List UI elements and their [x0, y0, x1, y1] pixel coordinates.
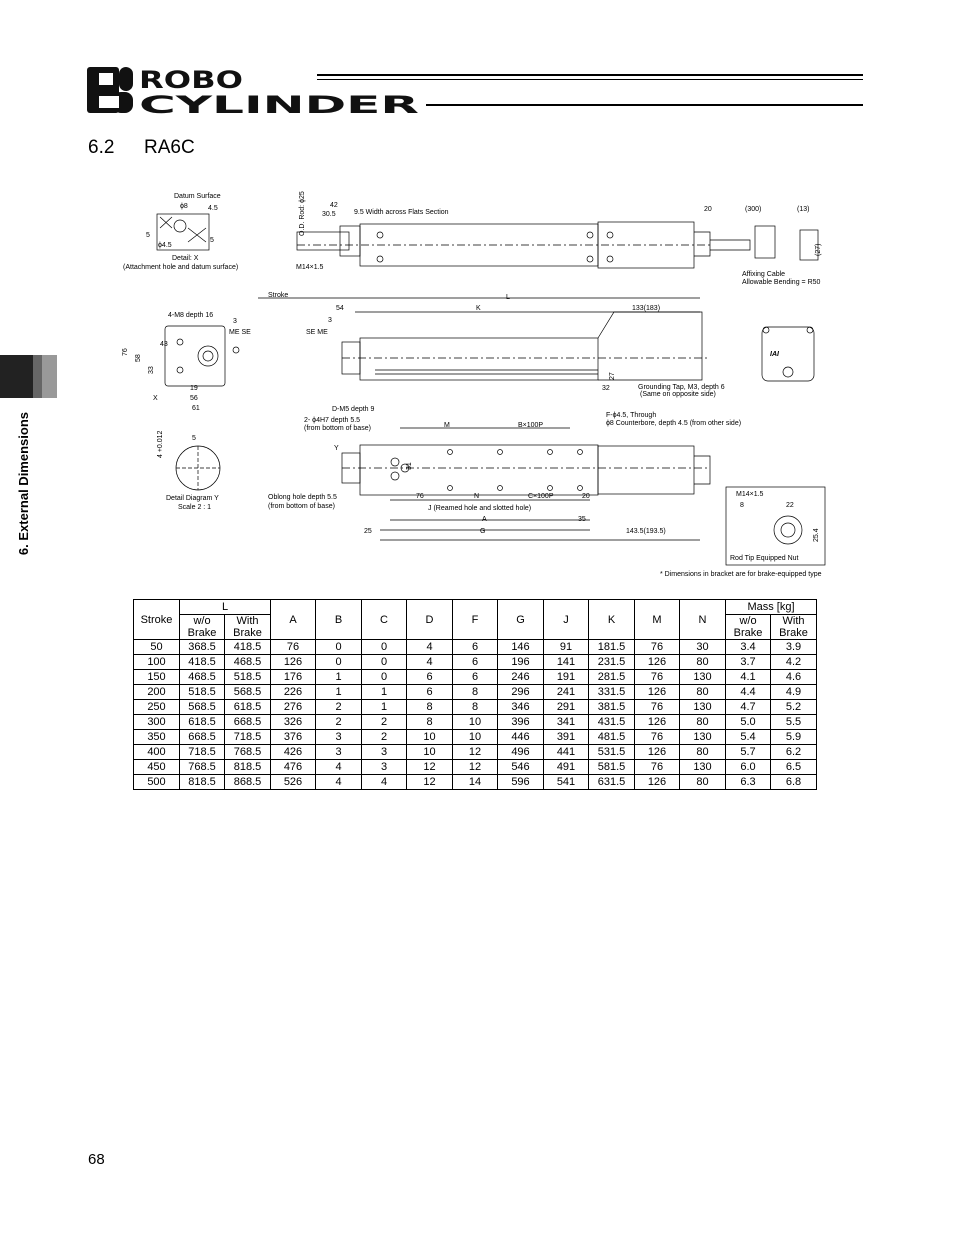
table-cell: 6 — [453, 670, 498, 685]
table-cell: 126 — [635, 685, 680, 700]
table-cell: 176 — [271, 670, 316, 685]
table-cell: 12 — [407, 775, 453, 790]
svg-text:Affixing Cable: Affixing Cable — [742, 271, 786, 278]
table-cell: 130 — [680, 730, 726, 745]
svg-text:B×100P: B×100P — [518, 422, 544, 429]
table-cell: 468.5 — [180, 670, 225, 685]
svg-text:F-ϕ4.5, Through: F-ϕ4.5, Through — [606, 412, 657, 419]
svg-text:76: 76 — [416, 493, 424, 500]
table-cell: 326 — [271, 715, 316, 730]
table-row — [134, 730, 817, 745]
svg-text:76: 76 — [122, 348, 129, 356]
table-cell: 2 — [316, 700, 362, 715]
svg-text:SE ME: SE ME — [306, 329, 328, 336]
table-cell: 568.5 — [225, 685, 271, 700]
table-cell: 3 — [362, 760, 407, 775]
table-cell: 500 — [134, 775, 180, 790]
table-cell: 4 — [407, 640, 453, 655]
svg-text:2- ϕ4H7 depth 5.5: 2- ϕ4H7 depth 5.5 — [304, 417, 361, 424]
col-B: B — [316, 600, 362, 640]
svg-text:C×100P: C×100P — [528, 493, 554, 500]
dimension-table — [133, 599, 817, 790]
table-cell: 418.5 — [180, 655, 225, 670]
svg-text:O.D. Rod: ϕ25: O.D. Rod: ϕ25 — [299, 191, 306, 236]
table-cell: 281.5 — [589, 670, 635, 685]
table-cell: 518.5 — [180, 685, 225, 700]
col-A: A — [271, 600, 316, 640]
table-cell: 476 — [271, 760, 316, 775]
svg-text:5: 5 — [192, 435, 196, 442]
table-cell: 5.7 — [726, 745, 771, 760]
header-rule-top — [317, 74, 863, 76]
col-M: M — [635, 600, 680, 640]
svg-text:25: 25 — [364, 528, 372, 535]
svg-text:J (Reamed hole and slotted hol: J (Reamed hole and slotted hole) — [428, 505, 532, 512]
table-cell: 1 — [316, 685, 362, 700]
table-cell: 400 — [134, 745, 180, 760]
table-cell: 6.8 — [771, 775, 817, 790]
svg-text:20: 20 — [704, 206, 712, 213]
table-cell: 12 — [453, 745, 498, 760]
section-name: RA6C — [144, 137, 195, 158]
svg-text:X: X — [153, 395, 158, 402]
table-cell: 76 — [635, 730, 680, 745]
table-cell: 668.5 — [225, 715, 271, 730]
svg-text:3: 3 — [233, 318, 237, 325]
table-cell: 76 — [635, 670, 680, 685]
table-cell: 80 — [680, 745, 726, 760]
svg-text:19: 19 — [190, 385, 198, 392]
svg-text:ϕ8 Counterbore, depth 4.5 (fro: ϕ8 Counterbore, depth 4.5 (from other side) — [606, 420, 742, 427]
table-cell: 130 — [680, 700, 726, 715]
svg-text:K: K — [476, 305, 481, 312]
svg-text:9.5 Width across Flats Sectio: 9.5 Width across Flats Section — [354, 209, 449, 216]
svg-text:33: 33 — [148, 366, 155, 374]
table-cell: 426 — [271, 745, 316, 760]
table-cell: 0 — [316, 655, 362, 670]
table-cell: 818.5 — [225, 760, 271, 775]
table-cell: 491 — [544, 760, 589, 775]
chapter-tab — [0, 355, 57, 398]
table-cell: 2 — [362, 715, 407, 730]
table-cell: 376 — [271, 730, 316, 745]
table-cell: 80 — [680, 685, 726, 700]
svg-text:4-M8 depth 16: 4-M8 depth 16 — [168, 312, 214, 319]
table-cell: 381.5 — [589, 700, 635, 715]
svg-text:* Dimensions in bracket are fo: * Dimensions in bracket are for brake-equipped type — [660, 571, 822, 578]
table-cell: 76 — [635, 700, 680, 715]
table-cell: 391 — [544, 730, 589, 745]
table-cell: 126 — [635, 745, 680, 760]
table-cell: 818.5 — [180, 775, 225, 790]
table-cell: 4 — [362, 775, 407, 790]
svg-text:(27): (27) — [815, 243, 822, 256]
table-cell: 146 — [498, 640, 544, 655]
svg-text:61: 61 — [192, 405, 200, 412]
table-row — [134, 775, 817, 790]
table-cell: 568.5 — [180, 700, 225, 715]
svg-text:N: N — [474, 493, 480, 500]
table-cell: 618.5 — [225, 700, 271, 715]
page-number: 68 — [88, 1151, 105, 1168]
table-cell: 431.5 — [589, 715, 635, 730]
table-cell: 6.0 — [726, 760, 771, 775]
svg-text:(300): (300) — [745, 206, 762, 213]
col-F: F — [453, 600, 498, 640]
table-cell: 76 — [271, 640, 316, 655]
table-cell: 1 — [316, 670, 362, 685]
svg-text:A: A — [482, 516, 487, 523]
table-cell: 100 — [134, 655, 180, 670]
svg-text:4.5: 4.5 — [208, 205, 218, 212]
table-cell: 10 — [407, 745, 453, 760]
header-rule-bottom — [426, 104, 863, 106]
table-cell: 181.5 — [589, 640, 635, 655]
table-row — [134, 670, 817, 685]
table-cell: 126 — [635, 775, 680, 790]
table-cell: 518.5 — [225, 670, 271, 685]
table-cell: 12 — [407, 760, 453, 775]
table-cell: 718.5 — [180, 745, 225, 760]
svg-text:133(183): 133(183) — [632, 305, 661, 312]
table-cell: 6 — [453, 640, 498, 655]
col-J: J — [544, 600, 589, 640]
table-cell: 126 — [635, 715, 680, 730]
col-D: D — [407, 600, 453, 640]
svg-text:IAI: IAI — [770, 351, 779, 358]
svg-text:Datum Surface: Datum Surface — [174, 193, 221, 200]
table-cell: 396 — [498, 715, 544, 730]
svg-text:(13): (13) — [797, 206, 810, 213]
table-cell: 0 — [316, 640, 362, 655]
svg-text:D-M5 depth 9: D-M5 depth 9 — [332, 406, 375, 413]
table-cell: 226 — [271, 685, 316, 700]
table-cell: 331.5 — [589, 685, 635, 700]
table-cell: 768.5 — [180, 760, 225, 775]
svg-text:5: 5 — [146, 232, 150, 239]
table-cell: 446 — [498, 730, 544, 745]
table-row — [134, 700, 817, 715]
table-cell: 4.6 — [771, 670, 817, 685]
table-cell: 8 — [453, 700, 498, 715]
svg-text:G: G — [480, 528, 486, 535]
table-cell: 14 — [453, 775, 498, 790]
table-cell: 6.2 — [771, 745, 817, 760]
table-cell: 481.5 — [589, 730, 635, 745]
table-row — [134, 715, 817, 730]
table-cell: 150 — [134, 670, 180, 685]
svg-text:Grounding Tap, M3, depth 6: Grounding Tap, M3, depth 6 — [638, 384, 725, 391]
table-cell: 10 — [407, 730, 453, 745]
table-cell: 231.5 — [589, 655, 635, 670]
col-G: G — [498, 600, 544, 640]
col-mass-wo-brake: w/o Brake — [726, 615, 771, 640]
table-cell: 276 — [271, 700, 316, 715]
table-cell: 6 — [407, 670, 453, 685]
table-cell: 76 — [635, 640, 680, 655]
table-cell: 130 — [680, 670, 726, 685]
table-cell: 8 — [407, 715, 453, 730]
svg-text:(Attachment hole and datum sur: (Attachment hole and datum surface) — [123, 264, 239, 271]
svg-text:Detail Diagram Y: Detail Diagram Y — [166, 495, 219, 502]
table-cell: 80 — [680, 775, 726, 790]
svg-text:35: 35 — [578, 516, 586, 523]
table-cell: 76 — [635, 760, 680, 775]
table-cell: 50 — [134, 640, 180, 655]
table-cell: 91 — [544, 640, 589, 655]
table-cell: 450 — [134, 760, 180, 775]
section-number: 6.2 — [88, 137, 115, 158]
table-cell: 10 — [453, 730, 498, 745]
col-mass: Mass [kg] — [726, 600, 817, 615]
svg-text:CYLINDER: CYLINDER — [139, 91, 420, 116]
table-cell: 526 — [271, 775, 316, 790]
table-cell: 10 — [453, 715, 498, 730]
table-cell: 3.4 — [726, 640, 771, 655]
table-cell: 80 — [680, 715, 726, 730]
table-cell: 126 — [635, 655, 680, 670]
table-cell: 350 — [134, 730, 180, 745]
table-cell: 191 — [544, 670, 589, 685]
svg-text:25.4: 25.4 — [813, 528, 820, 542]
svg-text:(Same on opposite side): (Same on opposite side) — [640, 391, 716, 398]
table-cell: 2 — [316, 715, 362, 730]
svg-text:4 +0.012: 4 +0.012 — [157, 430, 164, 458]
col-N: N — [680, 600, 726, 640]
table-cell: 5.0 — [726, 715, 771, 730]
table-cell: 4 — [316, 775, 362, 790]
table-cell: 246 — [498, 670, 544, 685]
table-cell: 4.2 — [771, 655, 817, 670]
table-cell: 141 — [544, 655, 589, 670]
table-cell: 0 — [362, 655, 407, 670]
svg-text:3: 3 — [328, 317, 332, 324]
table-cell: 3 — [316, 730, 362, 745]
svg-text:(from bottom of base): (from bottom of base) — [304, 425, 371, 432]
table-cell: 531.5 — [589, 745, 635, 760]
table-cell: 346 — [498, 700, 544, 715]
table-cell: 541 — [544, 775, 589, 790]
table-cell: 200 — [134, 685, 180, 700]
table-cell: 296 — [498, 685, 544, 700]
svg-text:ϕ8: ϕ8 — [180, 203, 188, 210]
table-body — [134, 640, 817, 790]
table-row — [134, 655, 817, 670]
section-title — [88, 137, 195, 159]
table-row — [134, 685, 817, 700]
svg-text:ME SE: ME SE — [229, 329, 251, 336]
table-cell: 4 — [407, 655, 453, 670]
svg-text:ϕ4.5: ϕ4.5 — [158, 242, 172, 249]
table-cell: 300 — [134, 715, 180, 730]
svg-text:Scale 2 : 1: Scale 2 : 1 — [178, 504, 212, 511]
svg-text:M14×1.5: M14×1.5 — [736, 491, 764, 498]
table-cell: 8 — [453, 685, 498, 700]
table-cell: 1 — [362, 685, 407, 700]
svg-text:20: 20 — [582, 493, 590, 500]
table-cell: 4.9 — [771, 685, 817, 700]
table-row — [134, 745, 817, 760]
dimension-drawing — [110, 180, 845, 585]
table-cell: 468.5 — [225, 655, 271, 670]
svg-text:54: 54 — [336, 305, 344, 312]
col-mass-with-brake: With Brake — [771, 615, 817, 640]
svg-text:Stroke: Stroke — [268, 292, 289, 299]
table-cell: 4.4 — [726, 685, 771, 700]
table-cell: 126 — [271, 655, 316, 670]
header-rule-top2 — [317, 79, 863, 80]
chapter-label: 6. External Dimensions — [16, 412, 31, 556]
col-L-wo-brake: w/o Brake — [180, 615, 225, 640]
table-cell: 668.5 — [180, 730, 225, 745]
table-cell: 6.5 — [771, 760, 817, 775]
table-cell: 3.7 — [726, 655, 771, 670]
col-L: L — [180, 600, 271, 615]
table-cell: 768.5 — [225, 745, 271, 760]
svg-text:30.5: 30.5 — [322, 211, 336, 218]
table-cell: 546 — [498, 760, 544, 775]
svg-text:32: 32 — [602, 385, 610, 392]
svg-text:31: 31 — [406, 462, 413, 470]
table-cell: 196 — [498, 655, 544, 670]
table-cell: 250 — [134, 700, 180, 715]
svg-text:Allowable Bending = R50: Allowable Bending = R50 — [742, 279, 821, 286]
svg-text:Detail: X: Detail: X — [172, 255, 199, 262]
table-cell: 6.3 — [726, 775, 771, 790]
table-cell: 6 — [407, 685, 453, 700]
table-cell: 596 — [498, 775, 544, 790]
svg-text:Y: Y — [334, 445, 339, 452]
table-cell: 3.9 — [771, 640, 817, 655]
table-cell: 0 — [362, 640, 407, 655]
table-cell: 496 — [498, 745, 544, 760]
table-cell: 3 — [316, 745, 362, 760]
svg-text:Rod Tip Equipped Nut: Rod Tip Equipped Nut — [730, 555, 799, 562]
col-stroke: Stroke — [134, 600, 180, 640]
svg-text:L: L — [506, 294, 510, 301]
table-cell: 5.5 — [771, 715, 817, 730]
table-cell: 4.1 — [726, 670, 771, 685]
table-cell: 718.5 — [225, 730, 271, 745]
col-K: K — [589, 600, 635, 640]
table-cell: 631.5 — [589, 775, 635, 790]
table-cell: 80 — [680, 655, 726, 670]
table-cell: 581.5 — [589, 760, 635, 775]
table-row — [134, 640, 817, 655]
svg-text:43: 43 — [160, 341, 168, 348]
table-cell: 30 — [680, 640, 726, 655]
table-cell: 241 — [544, 685, 589, 700]
table-cell: 5.9 — [771, 730, 817, 745]
table-cell: 4.7 — [726, 700, 771, 715]
table-cell: 1 — [362, 700, 407, 715]
svg-text:M14×1.5: M14×1.5 — [296, 264, 324, 271]
table-cell: 3 — [362, 745, 407, 760]
table-cell: 618.5 — [180, 715, 225, 730]
svg-text:Oblong hole depth 5.5: Oblong hole depth 5.5 — [268, 494, 337, 501]
table-cell: 8 — [407, 700, 453, 715]
svg-text:22: 22 — [786, 502, 794, 509]
svg-text:M: M — [444, 422, 450, 429]
svg-text:(from bottom of base): (from bottom of base) — [268, 503, 335, 510]
svg-text:27: 27 — [609, 372, 616, 380]
table-cell: 291 — [544, 700, 589, 715]
col-L-with-brake: With Brake — [225, 615, 271, 640]
table-cell: 4 — [316, 760, 362, 775]
svg-text:143.5(193.5): 143.5(193.5) — [626, 528, 666, 535]
table-cell: 2 — [362, 730, 407, 745]
table-cell: 130 — [680, 760, 726, 775]
table-cell: 368.5 — [180, 640, 225, 655]
svg-text:8: 8 — [740, 502, 744, 509]
table-cell: 12 — [453, 760, 498, 775]
svg-text:5: 5 — [210, 237, 214, 244]
svg-text:56: 56 — [190, 395, 198, 402]
svg-text:42: 42 — [330, 202, 338, 209]
table-cell: 441 — [544, 745, 589, 760]
table-cell: 341 — [544, 715, 589, 730]
table-cell: 0 — [362, 670, 407, 685]
col-C: C — [362, 600, 407, 640]
table-cell: 418.5 — [225, 640, 271, 655]
table-cell: 868.5 — [225, 775, 271, 790]
table-cell: 5.4 — [726, 730, 771, 745]
table-cell: 6 — [453, 655, 498, 670]
table-row — [134, 760, 817, 775]
svg-text:ROBO: ROBO — [139, 66, 243, 94]
svg-text:58: 58 — [135, 354, 142, 362]
table-cell: 5.2 — [771, 700, 817, 715]
